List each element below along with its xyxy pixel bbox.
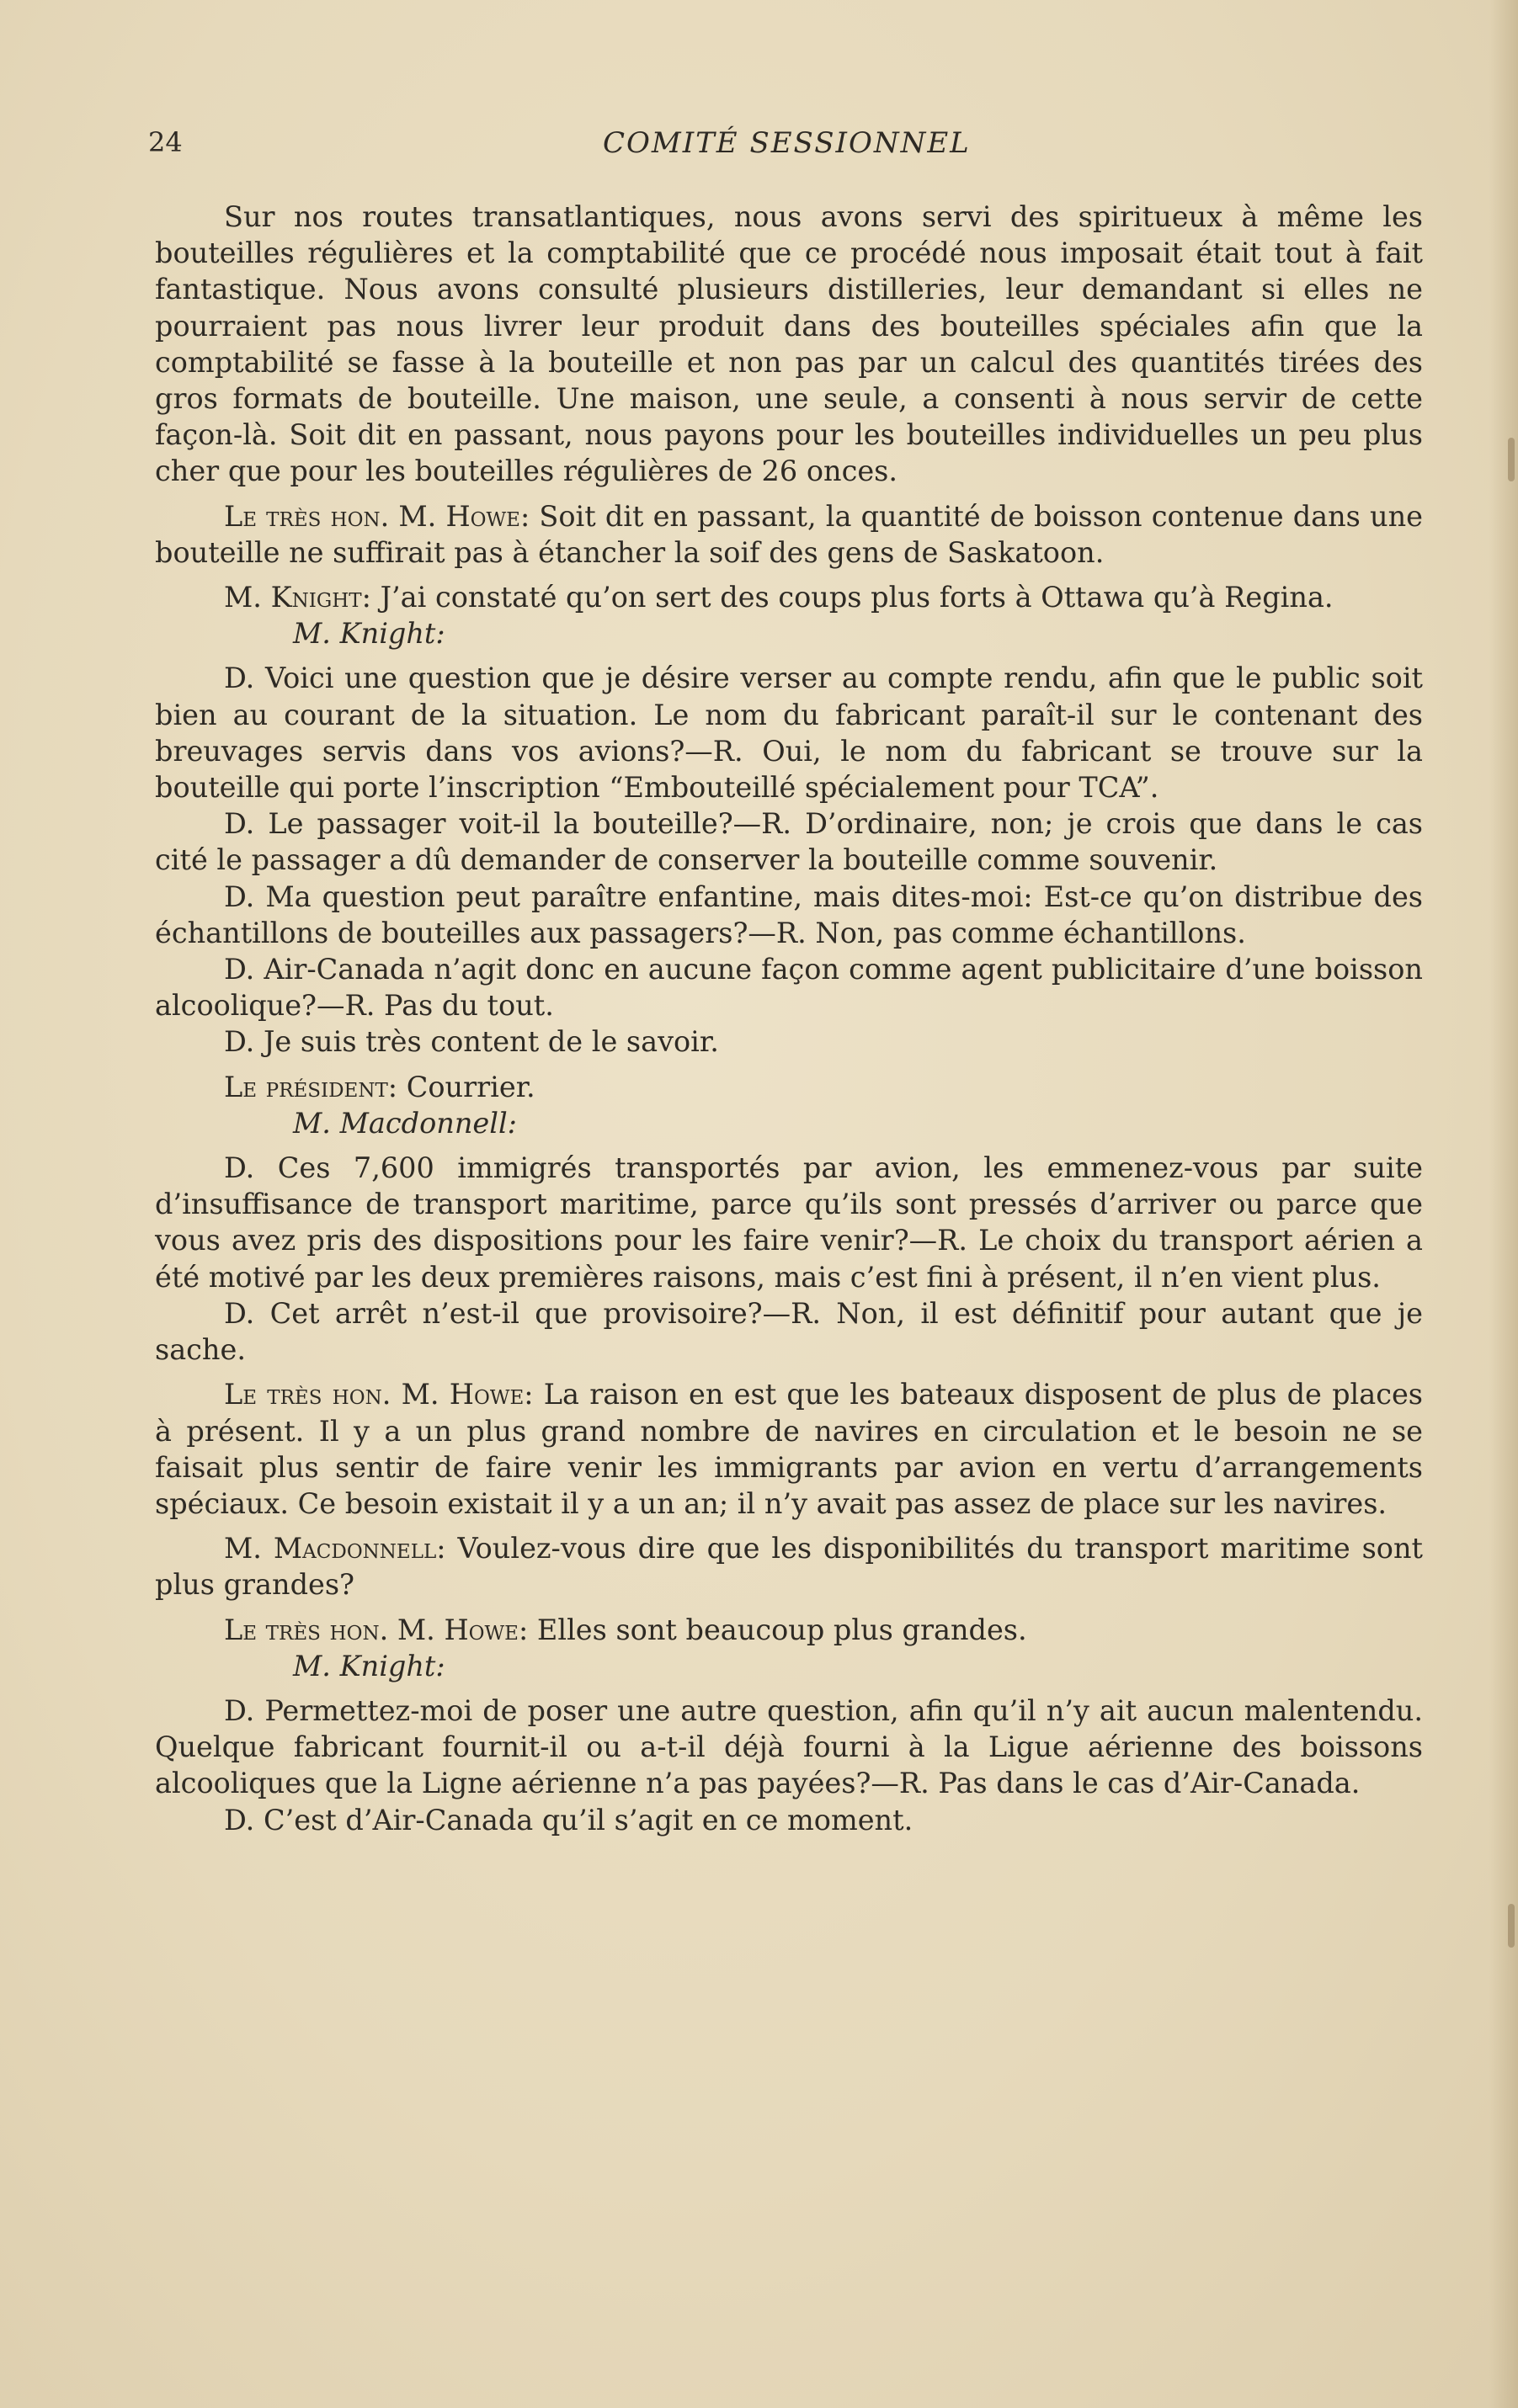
speaker-name: Le très hon. M. Howe: — [224, 1378, 534, 1411]
page-header — [148, 126, 1428, 168]
paragraph — [155, 498, 1423, 571]
page-edge-mark — [1508, 438, 1515, 481]
page-edge-shadow — [1489, 0, 1518, 2408]
speech-text: Elles sont beaucoup plus grandes. — [536, 1613, 1027, 1646]
paragraph — [155, 579, 1423, 615]
speech-text: La raison en est que les bateaux disposent de plus de places à présent. Il y a un plus grand nombre de navires en circulation et le besoin ne se faisait plus sentir de faire venir les immigrants par avion en vertu d’arrangements spéciaux. Ce besoin existait il y a un an; il n’y avait pas assez de place sur les navires. — [155, 1378, 1424, 1520]
speech-text: Soit dit en passant, la quantité de boisson contenue dans une bouteille ne suffirait pas à étancher la soif des gens de Saskatoon. — [155, 499, 1423, 569]
speaker-name: M. Macdonnell: — [224, 1532, 446, 1565]
paragraph — [155, 1612, 1423, 1648]
paragraph: Sur nos routes transatlantiques, nous avons servi des spiritueux à même les bouteilles régulières et la comptabilité que ce procédé nous imposait était tout à fait fantastique. Nous avons consulté plusieurs distilleries, leur demandant si elles ne pourraient pas nous livrer leur produit dans des bouteilles spéciales afin que la comptabilité se fasse à la bouteille et non pas par un calcul des quantités tirées des gros formats de bouteille. Une maison, une seule, a consenti à nous servir de cette façon-là. Soit dit en passant, nous payons pour les bouteilles individuelles un peu plus cher que pour les bouteilles régulières de 26 onces. — [155, 200, 1423, 488]
question-answer: D. Je suis très content de le savoir. — [224, 1025, 719, 1059]
speaker-heading: M. Macdonnell: — [293, 1106, 517, 1140]
question-answer: D. Ma question peut paraître enfantine, mais dites-moi: Est-ce qu’on distribue des échantillons de bouteilles aux passagers?—R. Non, pas comme échantillons. — [155, 880, 1423, 949]
paragraph — [155, 1069, 1423, 1105]
question-answer: D. Le passager voit-il la bouteille?—R. D’ordinaire, non; je crois que dans le cas cité le passager a dû demander de conserver la bouteille comme souvenir. — [155, 807, 1423, 877]
paragraph — [155, 1530, 1423, 1603]
paragraph — [155, 1376, 1423, 1522]
page-number: 24 — [148, 126, 183, 158]
question-answer: D. Ces 7,600 immigrés transportés par avion, les emmenez-vous par suite d’insuffisance de transport maritime, parce qu’ils sont pressés d’arriver ou parce que vous avez pris des dispositions pour les faire venir?—R. Le choix du transport aérien a été motivé par les deux premières raisons, mais c’est fini à présent, il n’en vient plus. — [155, 1151, 1423, 1294]
speaker-heading: M. Knight: — [293, 1649, 445, 1682]
page-edge-mark — [1508, 1904, 1515, 1948]
speaker-name: Le très hon. M. Howe: — [224, 1613, 529, 1646]
speaker-heading: M. Knight: — [293, 617, 445, 651]
question-answer: D. C’est d’Air-Canada qu’il s’agit en ce moment. — [224, 1803, 913, 1837]
speaker-name: Le président: — [224, 1070, 398, 1103]
running-title: COMITÉ SESSIONNEL — [603, 126, 971, 160]
speech-text: Courrier. — [406, 1070, 535, 1103]
question-answer: D. Cet arrêt n’est-il que provisoire?—R. Non, il est définitif pour autant que je sache. — [155, 1296, 1423, 1367]
question-answer: D. Air-Canada n’agit donc en aucune façon comme agent publicitaire d’une boisson alcoolique?—R. Pas du tout. — [155, 953, 1423, 1023]
body-text — [155, 199, 1423, 1838]
question-answer: D. Permettez-moi de poser une autre question, afin qu’il n’y ait aucun malentendu. Quelque fabricant fournit-il ou a-t-il déjà fourni à la Ligue aérienne des boissons alcooliques que la Ligne aérienne n’a pas payées?—R. Pas dans le cas d’Air-Canada. — [155, 1693, 1423, 1800]
speaker-name: M. Knight: — [224, 581, 371, 614]
speaker-name: Le très hon. M. Howe: — [224, 499, 530, 533]
question-answer: D. Voici une question que je désire verser au compte rendu, afin que le public soit bien au courant de la situation. Le nom du fabricant paraît-il sur le contenant des breuvages servis dans vos avions?—R. Oui, le nom du fabricant se trouve sur la bouteille qui porte l’inscription “Embouteillé spécialement pour TCA”. — [155, 662, 1423, 805]
speech-text: Voulez-vous dire que les disponibilités du transport maritime sont plus grandes? — [155, 1532, 1423, 1602]
speech-text: J’ai constaté qu’on sert des coups plus forts à Ottawa qu’à Regina. — [380, 581, 1334, 614]
